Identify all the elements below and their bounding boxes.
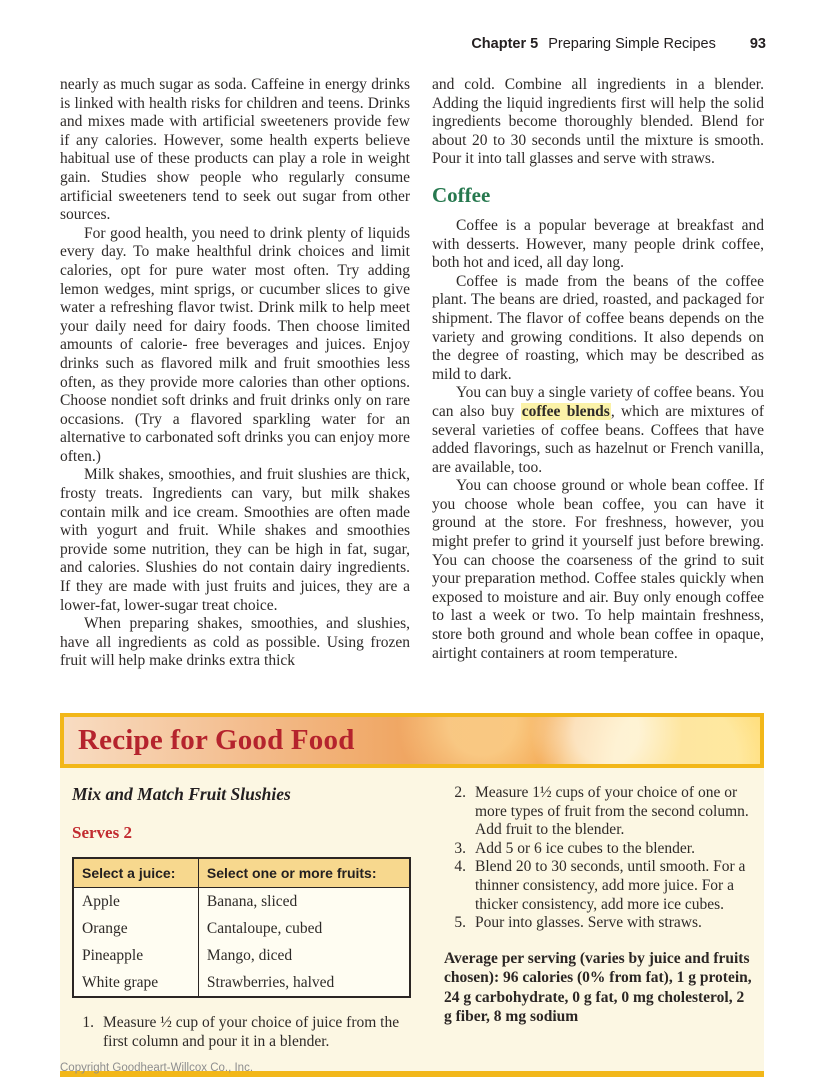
recipe-step-2: [444, 784, 752, 840]
recipe-banner: [60, 713, 764, 768]
paragraph: Milk shakes, smoothies, and fruit slushies are thick, frosty treats. Ingredients can vary, but milk shakes contain milk and ice cream. Smoothies are often made with yogurt and fruit. While shakes and smoothies provide some nutrition, they can be high in fat, sugar, and calories. Slushies do not contain dairy ingredients. If they are made with just fruits and juices, they are a lower-fat, lower-sugar treat choice.: [60, 466, 410, 614]
recipe-right-column: [444, 784, 752, 1051]
paragraph: nearly as much sugar as soda. Caffeine in energy drinks is linked with health risks for children and teens. Drinks and mixes made with artificial sweeteners provide few if any calories. However, some health experts believe habitual use of these products can play a role in weight gain. Studies show people who regularly consume artificial sweeteners tend to seek out sugar from other sources.: [60, 76, 410, 224]
nutrition-info: Average per serving (varies by juice and fruits chosen): 96 calories (0% from fat), 1 g protein, 24 g carbohydrate, 0 g fat, 0 mg cholesterol, 2 g fiber, 8 mg sodium: [444, 949, 752, 1026]
table-cell: Pineapple: [82, 947, 144, 964]
table-row: [73, 888, 410, 916]
table-cell: Orange: [82, 920, 128, 937]
paragraph: When preparing shakes, smoothies, and slushies, have all ingredients as cold as possible. Using frozen fruit will help make drinks extra thick: [60, 615, 410, 670]
table-header-row: [73, 858, 410, 888]
key-term-highlight: coffee blends: [521, 402, 610, 420]
recipe-step-4: [444, 858, 752, 914]
serves-label: Serves 2: [72, 823, 132, 842]
paragraph-with-key-term: [432, 384, 764, 477]
recipe-step-1: [72, 1014, 422, 1051]
table-cell: Mango, diced: [198, 942, 410, 969]
step-number: 1.: [82, 1014, 94, 1031]
step-text: Blend 20 to 30 seconds, until smooth. For a thinner consistency, add more juice. For a thicker consistency, add more ice cubes.: [475, 858, 746, 913]
column-header-juice: Select a juice:: [73, 858, 198, 888]
recipe-step-5: [444, 914, 752, 933]
table-cell: Cantaloupe, cubed: [198, 915, 410, 942]
paragraph-text: , which are mixtures of several varieties of coffee beans. Coffees that have added flavorings, such as hazelnut or French vanilla, are available, too.: [432, 402, 764, 476]
step-number: 2.: [454, 784, 466, 801]
step-text: Measure 1½ cups of your choice of one or more types of fruit from the second column. Add fruit to the blender.: [475, 784, 749, 839]
table-row: [73, 969, 410, 997]
right-column: [432, 76, 764, 671]
step-number: 3.: [454, 839, 466, 857]
section-heading-coffee: Coffee: [432, 182, 491, 207]
paragraph: Coffee is a popular beverage at breakfast and with desserts. However, many people drink coffee, both hot and iced, all day long.: [432, 216, 764, 272]
page-number: 93: [749, 36, 766, 52]
copyright-notice: Copyright Goodheart-Willcox Co., Inc.: [60, 1062, 254, 1074]
step-text: Pour into glasses. Serve with straws.: [475, 914, 702, 932]
paragraph: You can choose ground or whole bean coffee. If you choose whole bean coffee, you can have it ground at the store. For freshness, however, you might prefer to grind it yourself just before brewing. You can choose the coarseness of the grind to suit your preparation method. Coffee stales quickly when exposed to moisture and air. Buy only enough coffee to last a week or two. To help maintain freshness, store both ground and whole bean coffee in opaque, airtight containers at room temperature.: [432, 477, 764, 662]
body-columns: [60, 76, 764, 671]
recipe-feature-box: [60, 713, 764, 1077]
table-cell: Strawberries, halved: [198, 969, 410, 997]
table-cell: White grape: [82, 974, 159, 991]
step-text: Add 5 or 6 ice cubes to the blender.: [475, 839, 695, 857]
table-cell: Apple: [82, 893, 120, 910]
chapter-label: Chapter 5: [471, 36, 539, 52]
recipe-steps-left: [72, 1014, 422, 1051]
ingredient-table: [72, 857, 411, 998]
left-column: [60, 76, 410, 671]
recipe-left-column: [72, 784, 422, 1051]
table-row: [73, 915, 410, 942]
table-cell: Banana, sliced: [198, 888, 410, 916]
recipe-step-3: [444, 840, 752, 859]
paragraph: Coffee is made from the beans of the coffee plant. The beans are dried, roasted, and packaged for shipment. The flavor of coffee beans depends on the variety and growing conditions. It also depends on the degree of roasting, which may be described as mild to dark.: [432, 272, 764, 383]
step-number: 5.: [454, 914, 466, 932]
recipe-banner-title: Recipe for Good Food: [78, 724, 355, 756]
paragraph: For good health, you need to drink plenty of liquids every day. To make healthful drink choices and limit calories, opt for pure water most often. Try adding lemon wedges, mint sprigs, or cucumber slices to give water a refreshing flavor twist. Drink milk to help meet your daily need for dairy foods. Then choose limited amounts of calorie- free beverages and juices. Enjoy drinks such as flavored milk and fruit smoothies less often, as they provide more calories than other options. Choose nondiet soft drinks and fruit drinks only on rare occasions. (Try a flavored sparkling water for an alternative to carbonated soft drinks you can enjoy more often.): [60, 224, 410, 465]
recipe-steps-right: [444, 784, 752, 933]
step-text: Measure ½ cup of your choice of juice from the first column and pour it in a blender.: [103, 1014, 400, 1050]
paragraph-text: You can buy a single variety of coffee beans. You can also buy: [432, 384, 764, 420]
table-row: [73, 942, 410, 969]
step-number: 4.: [454, 858, 466, 876]
paragraph: and cold. Combine all ingredients in a blender. Adding the liquid ingredients first will help the solid ingredients become thoroughly blended. Blend for about 20 to 30 seconds until the mixture is smooth. Pour it into tall glasses and serve with straws.: [432, 76, 764, 168]
recipe-title: Mix and Match Fruit Slushies: [72, 784, 291, 804]
chapter-title: Preparing Simple Recipes: [548, 36, 716, 52]
running-head: [60, 36, 766, 52]
column-header-fruits: Select one or more fruits:: [198, 858, 410, 888]
recipe-box-body: [60, 768, 764, 1077]
